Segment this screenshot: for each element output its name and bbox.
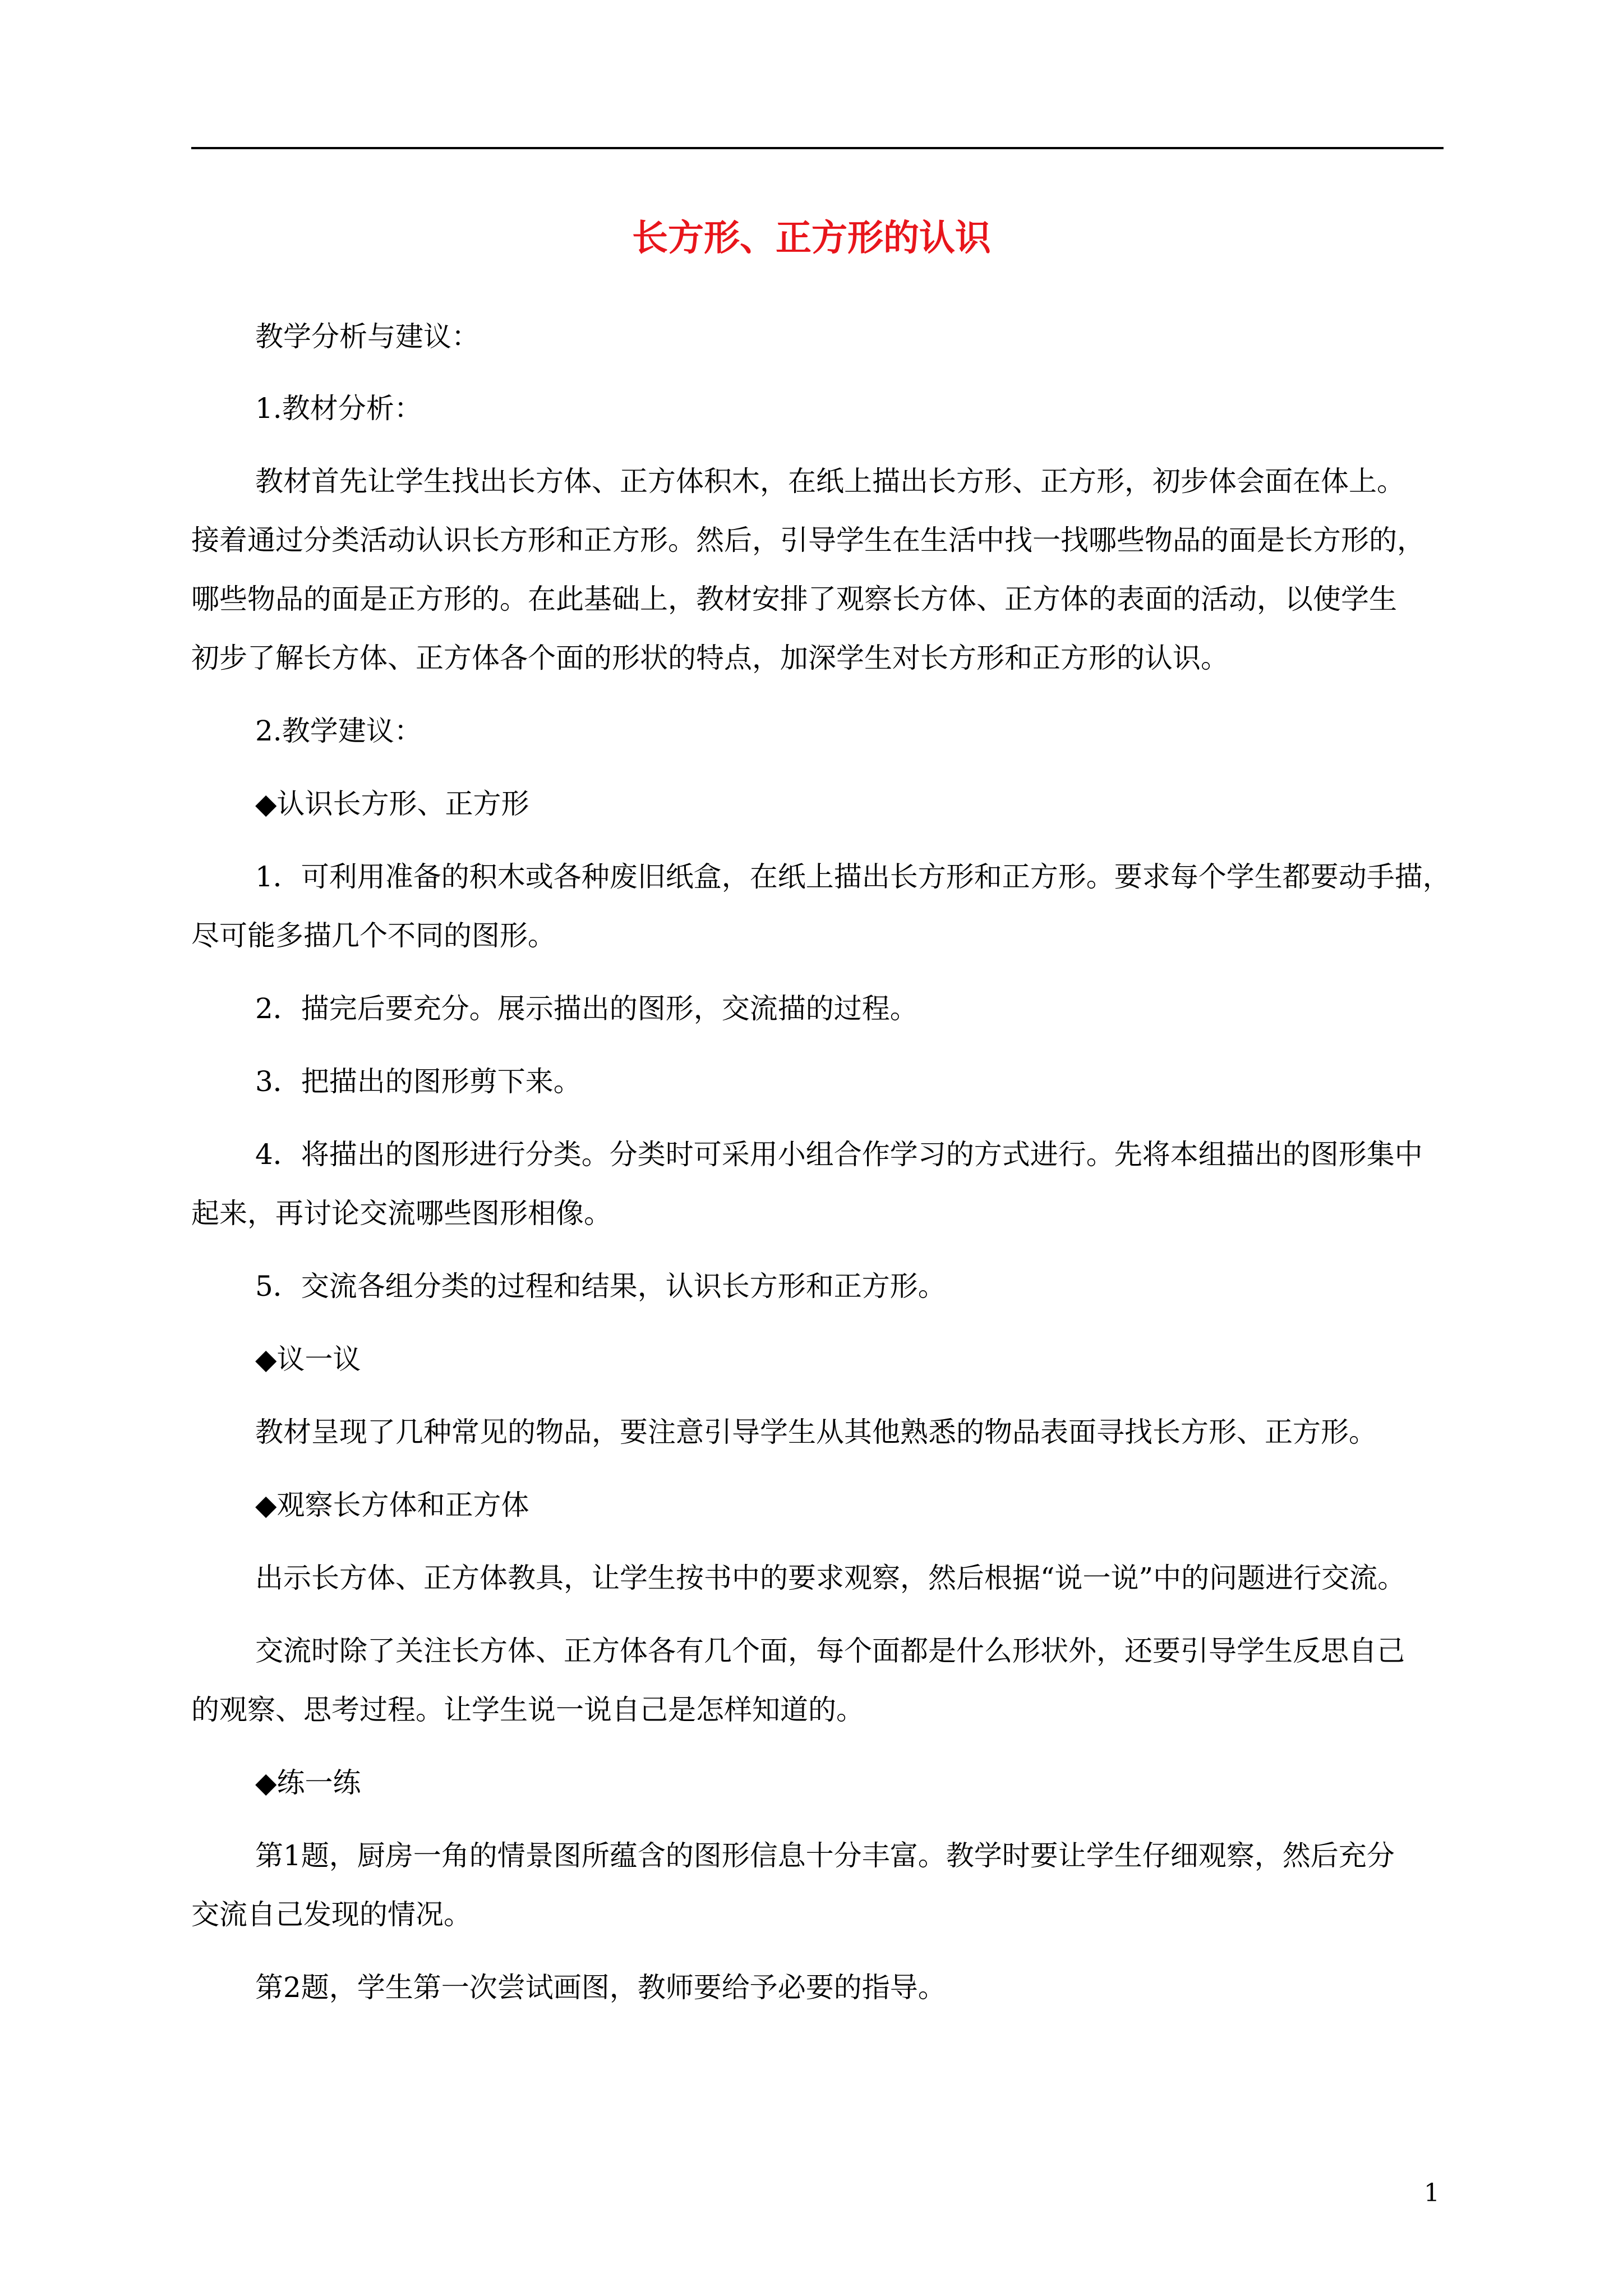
topic-heading-practice: ◆练一练 [255,1766,361,1799]
numbered-item: 4．将描出的图形进行分类。分类时可采用小组合作学习的方式进行。先将本组描出的图形集中 [255,1138,1423,1171]
page-number: 1 [1424,2179,1440,2207]
numbered-item: 5．交流各组分类的过程和结果，认识长方形和正方形。 [255,1270,946,1303]
paragraph-line: 教材首先让学生找出长方体、正方体积木，在纸上描出长方形、正方形，初步体会面在体上。 [255,465,1405,498]
numbered-item-continuation: 起来，再讨论交流哪些图形相像。 [191,1197,612,1230]
numbered-item: 1．可利用准备的积木或各种废旧纸盒，在纸上描出长方形和正方形。要求每个学生都要动手描， [255,861,1451,893]
section-heading-analysis: 教学分析与建议： [255,320,479,353]
numbered-item: 2．描完后要充分。展示描出的图形，交流描的过程。 [255,992,918,1025]
document-title: 长方形、正方形的认识 [632,217,991,259]
paragraph-line: 交流自己发现的情况。 [191,1898,472,1931]
paragraph-line: 哪些物品的面是正方形的。在此基础上，教材安排了观察长方体、正方体的表面的活动，以使学生 [191,583,1397,615]
paragraph-line: 教材呈现了几种常见的物品，要注意引导学生从其他熟悉的物品表面寻找长方形、正方形。 [255,1416,1377,1448]
paragraph-line: 初步了解长方体、正方体各个面的形状的特点，加深学生对长方形和正方形的认识。 [191,642,1229,674]
paragraph-line: 交流时除了关注长方体、正方体各有几个面，每个面都是什么形状外，还要引导学生反思自己 [255,1635,1405,1667]
paragraph-line: 第2题，学生第一次尝试画图，教师要给予必要的指导。 [255,1971,946,2004]
topic-heading-recognize-shapes: ◆认识长方形、正方形 [255,788,529,820]
numbered-item-continuation: 尽可能多描几个不同的图形。 [191,919,556,952]
topic-heading-discuss: ◆议一议 [255,1343,361,1375]
paragraph-line: 出示长方体、正方体教具，让学生按书中的要求观察，然后根据“说一说”中的问题进行交流。 [255,1562,1406,1594]
subheading-teaching-suggestions: 2.教学建议： [255,715,422,747]
topic-heading-observe-solids: ◆观察长方体和正方体 [255,1489,529,1521]
paragraph-line: 的观察、思考过程。让学生说一说自己是怎样知道的。 [191,1694,864,1726]
paragraph-line: 接着通过分类活动认识长方形和正方形。然后，引导学生在生活中找一找哪些物品的面是长方形的， [191,524,1425,556]
header-rule [191,147,1444,149]
paragraph-line: 第1题，厨房一角的情景图所蕴含的图形信息十分丰富。教学时要让学生仔细观察，然后充分 [255,1839,1395,1872]
numbered-item: 3．把描出的图形剪下来。 [255,1065,582,1098]
subheading-textbook-analysis: 1.教材分析： [255,392,422,425]
